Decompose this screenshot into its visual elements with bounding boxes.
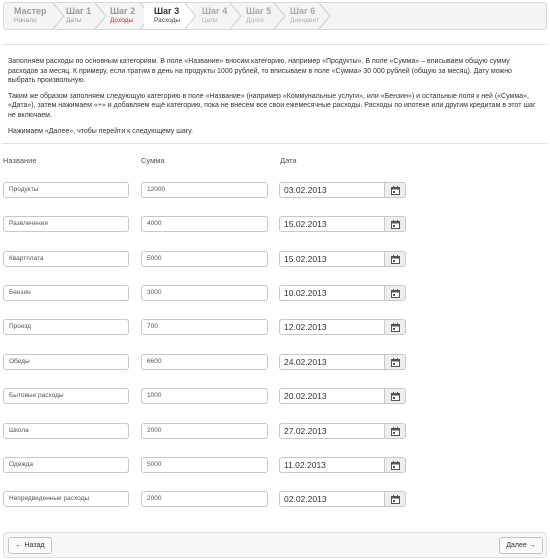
calendar-button[interactable]	[385, 216, 406, 232]
amount-input[interactable]: 4000	[141, 216, 268, 232]
step-title: Шаг 5	[246, 6, 272, 16]
calendar-button[interactable]	[385, 354, 406, 370]
wizard-footer	[3, 532, 547, 558]
name-input[interactable]: Одежда	[3, 457, 129, 473]
calendar-button[interactable]	[385, 388, 406, 404]
calendar-icon	[391, 358, 400, 367]
next-button[interactable]: Далее →	[499, 537, 543, 554]
expense-row	[0, 354, 550, 370]
step-subtitle: Даты	[66, 17, 82, 24]
amount-input[interactable]: 5000	[141, 251, 268, 267]
date-input[interactable]: 15.02.2013	[279, 216, 385, 232]
step-master[interactable]	[4, 3, 56, 29]
expense-row	[0, 388, 550, 404]
date-input[interactable]: 02.02.2013	[279, 491, 385, 507]
step-title: Шаг 6	[290, 6, 316, 16]
divider	[2, 143, 547, 144]
calendar-icon	[391, 186, 400, 195]
calendar-icon	[391, 255, 400, 264]
wizard-steps	[3, 2, 547, 30]
expense-row	[0, 423, 550, 439]
amount-input[interactable]: 6600	[141, 354, 268, 370]
calendar-button[interactable]	[385, 423, 406, 439]
instructions-paragraph: Заполняем расходы по основным категориям. В поле «Название» вносим категорию, например «Продукты». В поле «Сумма» – вписываем общую сумму расходов за месяц. К примеру, если тратим в день на продукты 1000 рублей, то вписываем в поле «Сумма» 30 000 рублей (общую за месяц). Дату можно выбрать произвольную.	[8, 58, 512, 85]
step-subtitle: Долги	[246, 17, 264, 24]
instructions-paragraph: Таким же образом заполняем следующую категорию в поле «Название» (например «Коммунальные услуги», или «Бензин») и остальные поля к ней («Сумма», «Дата»), затем нажимаем «+» и добавляем ещё категорию, пока не внесем все свои ежемесячные расходы. Расходы по ипотеке или другим кредитам в этот шаг не включаем.	[8, 92, 536, 119]
column-header-date: Дата	[280, 156, 297, 165]
name-input[interactable]: Бытовые расходы	[3, 388, 129, 404]
amount-input[interactable]: 5000	[141, 457, 268, 473]
name-input[interactable]: Школа	[3, 423, 129, 439]
date-input[interactable]: 03.02.2013	[279, 182, 385, 198]
calendar-icon	[391, 392, 400, 401]
calendar-icon	[391, 495, 400, 504]
date-input[interactable]: 20.02.2013	[279, 388, 385, 404]
step-title: Шаг 3	[154, 6, 180, 16]
amount-input[interactable]: 3000	[141, 285, 268, 301]
expense-row	[0, 251, 550, 267]
step-separator-icon	[318, 3, 332, 29]
step-subtitle: Цели	[202, 17, 218, 24]
step-title: Мастер	[14, 6, 47, 16]
calendar-button[interactable]	[385, 457, 406, 473]
date-input[interactable]: 12.02.2013	[279, 319, 385, 335]
date-input[interactable]: 15.02.2013	[279, 251, 385, 267]
expense-row	[0, 457, 550, 473]
calendar-icon	[391, 289, 400, 298]
step-subtitle: Расходы	[154, 17, 181, 24]
expense-row	[0, 182, 550, 198]
calendar-button[interactable]	[385, 285, 406, 301]
expense-row	[0, 491, 550, 507]
name-input[interactable]: Развлечения	[3, 216, 129, 232]
expense-row	[0, 216, 550, 232]
calendar-button[interactable]	[385, 182, 406, 198]
step-2[interactable]	[100, 3, 144, 29]
step-subtitle: Начало	[14, 17, 37, 24]
name-input[interactable]: Продукты	[3, 182, 129, 198]
name-input[interactable]: Квартплата	[3, 251, 129, 267]
column-header-amount: Сумма	[141, 156, 165, 165]
step-subtitle: Дивидент	[290, 17, 320, 24]
instructions-paragraph: Нажимаем «Далее», чтобы перейти к следующему шагу.	[8, 127, 194, 135]
amount-input[interactable]: 1000	[141, 388, 268, 404]
calendar-button[interactable]	[385, 251, 406, 267]
calendar-button[interactable]	[385, 491, 406, 507]
calendar-icon	[391, 461, 400, 470]
amount-input[interactable]: 2000	[141, 491, 268, 507]
date-input[interactable]: 11.02.2013	[279, 457, 385, 473]
divider	[2, 44, 547, 45]
name-input[interactable]: Бензин	[3, 285, 129, 301]
calendar-icon	[391, 220, 400, 229]
back-button[interactable]: ← Назад	[8, 537, 52, 554]
step-title: Шаг 1	[66, 6, 92, 16]
step-subtitle: Доходы	[110, 17, 134, 24]
name-input[interactable]: Непредвиденные расходы	[3, 491, 129, 507]
amount-input[interactable]: 12000	[141, 182, 268, 198]
date-input[interactable]: 10.02.2013	[279, 285, 385, 301]
step-title: Шаг 2	[110, 6, 136, 16]
name-input[interactable]: Проезд	[3, 319, 129, 335]
date-input[interactable]: 24.02.2013	[279, 354, 385, 370]
amount-input[interactable]: 700	[141, 319, 268, 335]
instructions	[8, 57, 540, 142]
expense-row	[0, 319, 550, 335]
expense-row	[0, 285, 550, 301]
column-header-name: Название	[3, 156, 37, 165]
amount-input[interactable]: 2000	[141, 423, 268, 439]
calendar-button[interactable]	[385, 319, 406, 335]
name-input[interactable]: Обеды	[3, 354, 129, 370]
step-title: Шаг 4	[202, 6, 228, 16]
date-input[interactable]: 27.02.2013	[279, 423, 385, 439]
calendar-icon	[391, 427, 400, 436]
calendar-icon	[391, 323, 400, 332]
